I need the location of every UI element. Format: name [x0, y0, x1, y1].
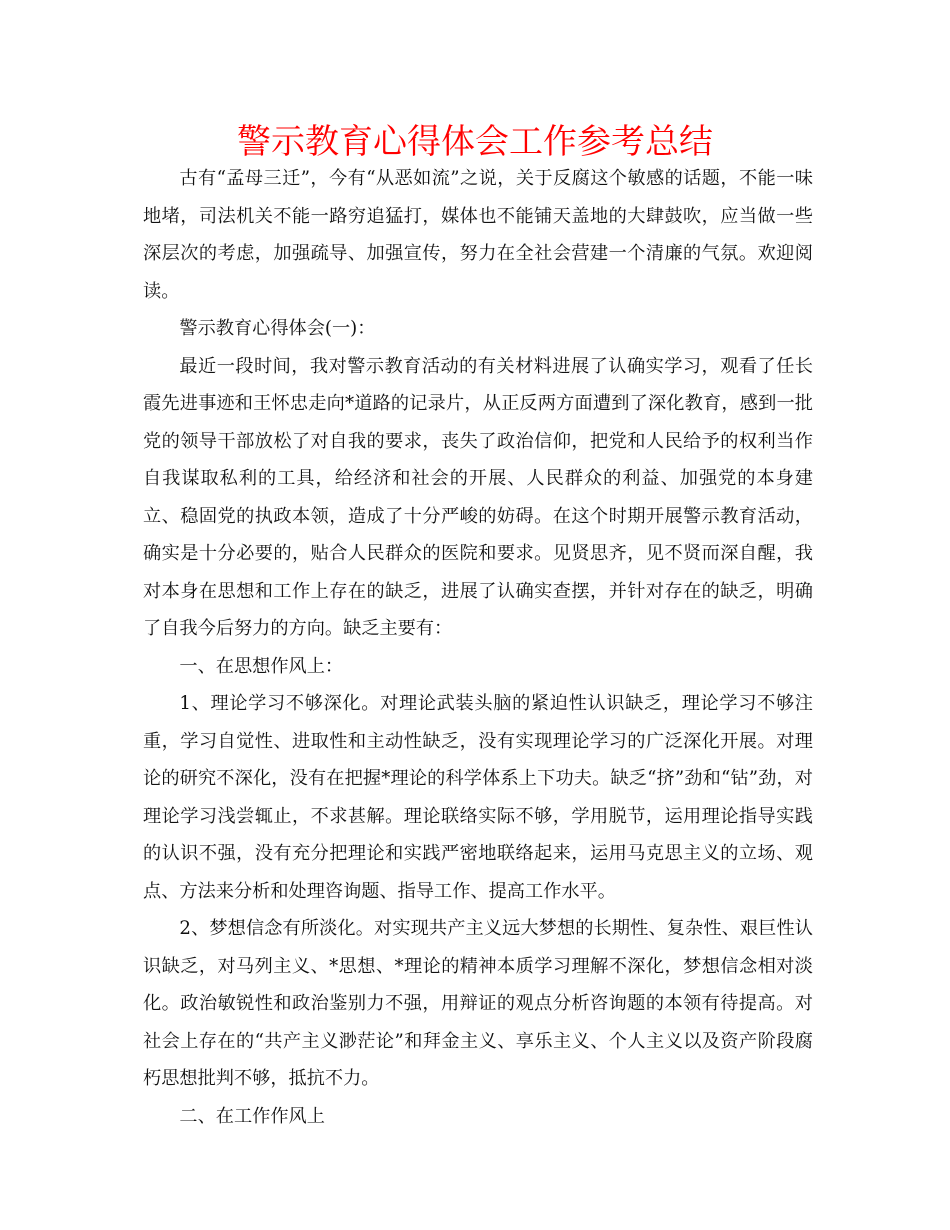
body-paragraph: 2、梦想信念有所淡化。对实现共产主义远大梦想的长期性、复杂性、艰巨性认识缺乏，对马列主义、*思想、*理论的精神本质学习理解不深化，梦想信念相对淡化。政治敏锐性和政治鉴别力不强，用辩证的观点分析咨询题的本领有待提高。对社会上存在的“共产主义渺茫论”和拜金主义、享乐主义、个人主义以及资产阶段腐朽思想批判不够，抵抗不力。 [143, 918, 813, 1089]
body-paragraph: 最近一段时间，我对警示教育活动的有关材料进展了认确实学习，观看了任长霞先进事迹和王怀忠走向*道路的记录片，从正反两方面遭到了深化教育，感到一批党的领导干部放松了对自我的要求，丧失了政治信仰，把党和人民给予的权利当作自我谋取私利的工具，给经济和社会的开展、人民群众的利益、加强党的本身建立、稳固党的执政本领，造成了十分严峻的妨碍。在这个时期开展警示教育活动，确实是十分必要的，贴合人民群众的医院和要求。见贤思齐，见不贤而深自醒，我对本身在思想和工作上存在的缺乏，进展了认确实查摆，并针对存在的缺乏，明确了自我今后努力的方向。缺乏主要有： [143, 355, 813, 639]
section-heading-part-one: 警示教育心得体会(一)： [179, 318, 376, 339]
subheading-thinking-style: 一、在思想作风上： [179, 655, 344, 677]
subheading-work-style: 二、在工作作风上 [179, 1105, 325, 1127]
document-title: 警示教育心得体会工作参考总结 [237, 122, 713, 162]
intro-paragraph: 古有“孟母三迁”，今有“从恶如流”之说，关于反腐这个敏感的话题，不能一味地堵，司法机关不能一路穷追猛打，媒体也不能铺天盖地的大肆鼓吹，应当做一些深层次的考虑，加强疏导、加强宣传，努力在全社会营建一个清廉的气氛。欢迎阅读。 [143, 168, 813, 302]
body-paragraph: 1、理论学习不够深化。对理论武装头脑的紧迫性认识缺乏，理论学习不够注重，学习自觉性、进取性和主动性缺乏，没有实现理论学习的广泛深化开展。对理论的研究不深化，没有在把握*理论的科学体系上下功夫。缺乏“挤”劲和“钻”劲，对理论学习浅尝辄止，不求甚解。理论联络实际不够，学用脱节，运用理论指导实践的认识不强，没有充分把理论和实践严密地联络起来，运用马克思主义的立场、观点、方法来分析和处理咨询题、指导工作、提高工作水平。 [143, 693, 813, 902]
document-body [143, 160, 813, 1135]
